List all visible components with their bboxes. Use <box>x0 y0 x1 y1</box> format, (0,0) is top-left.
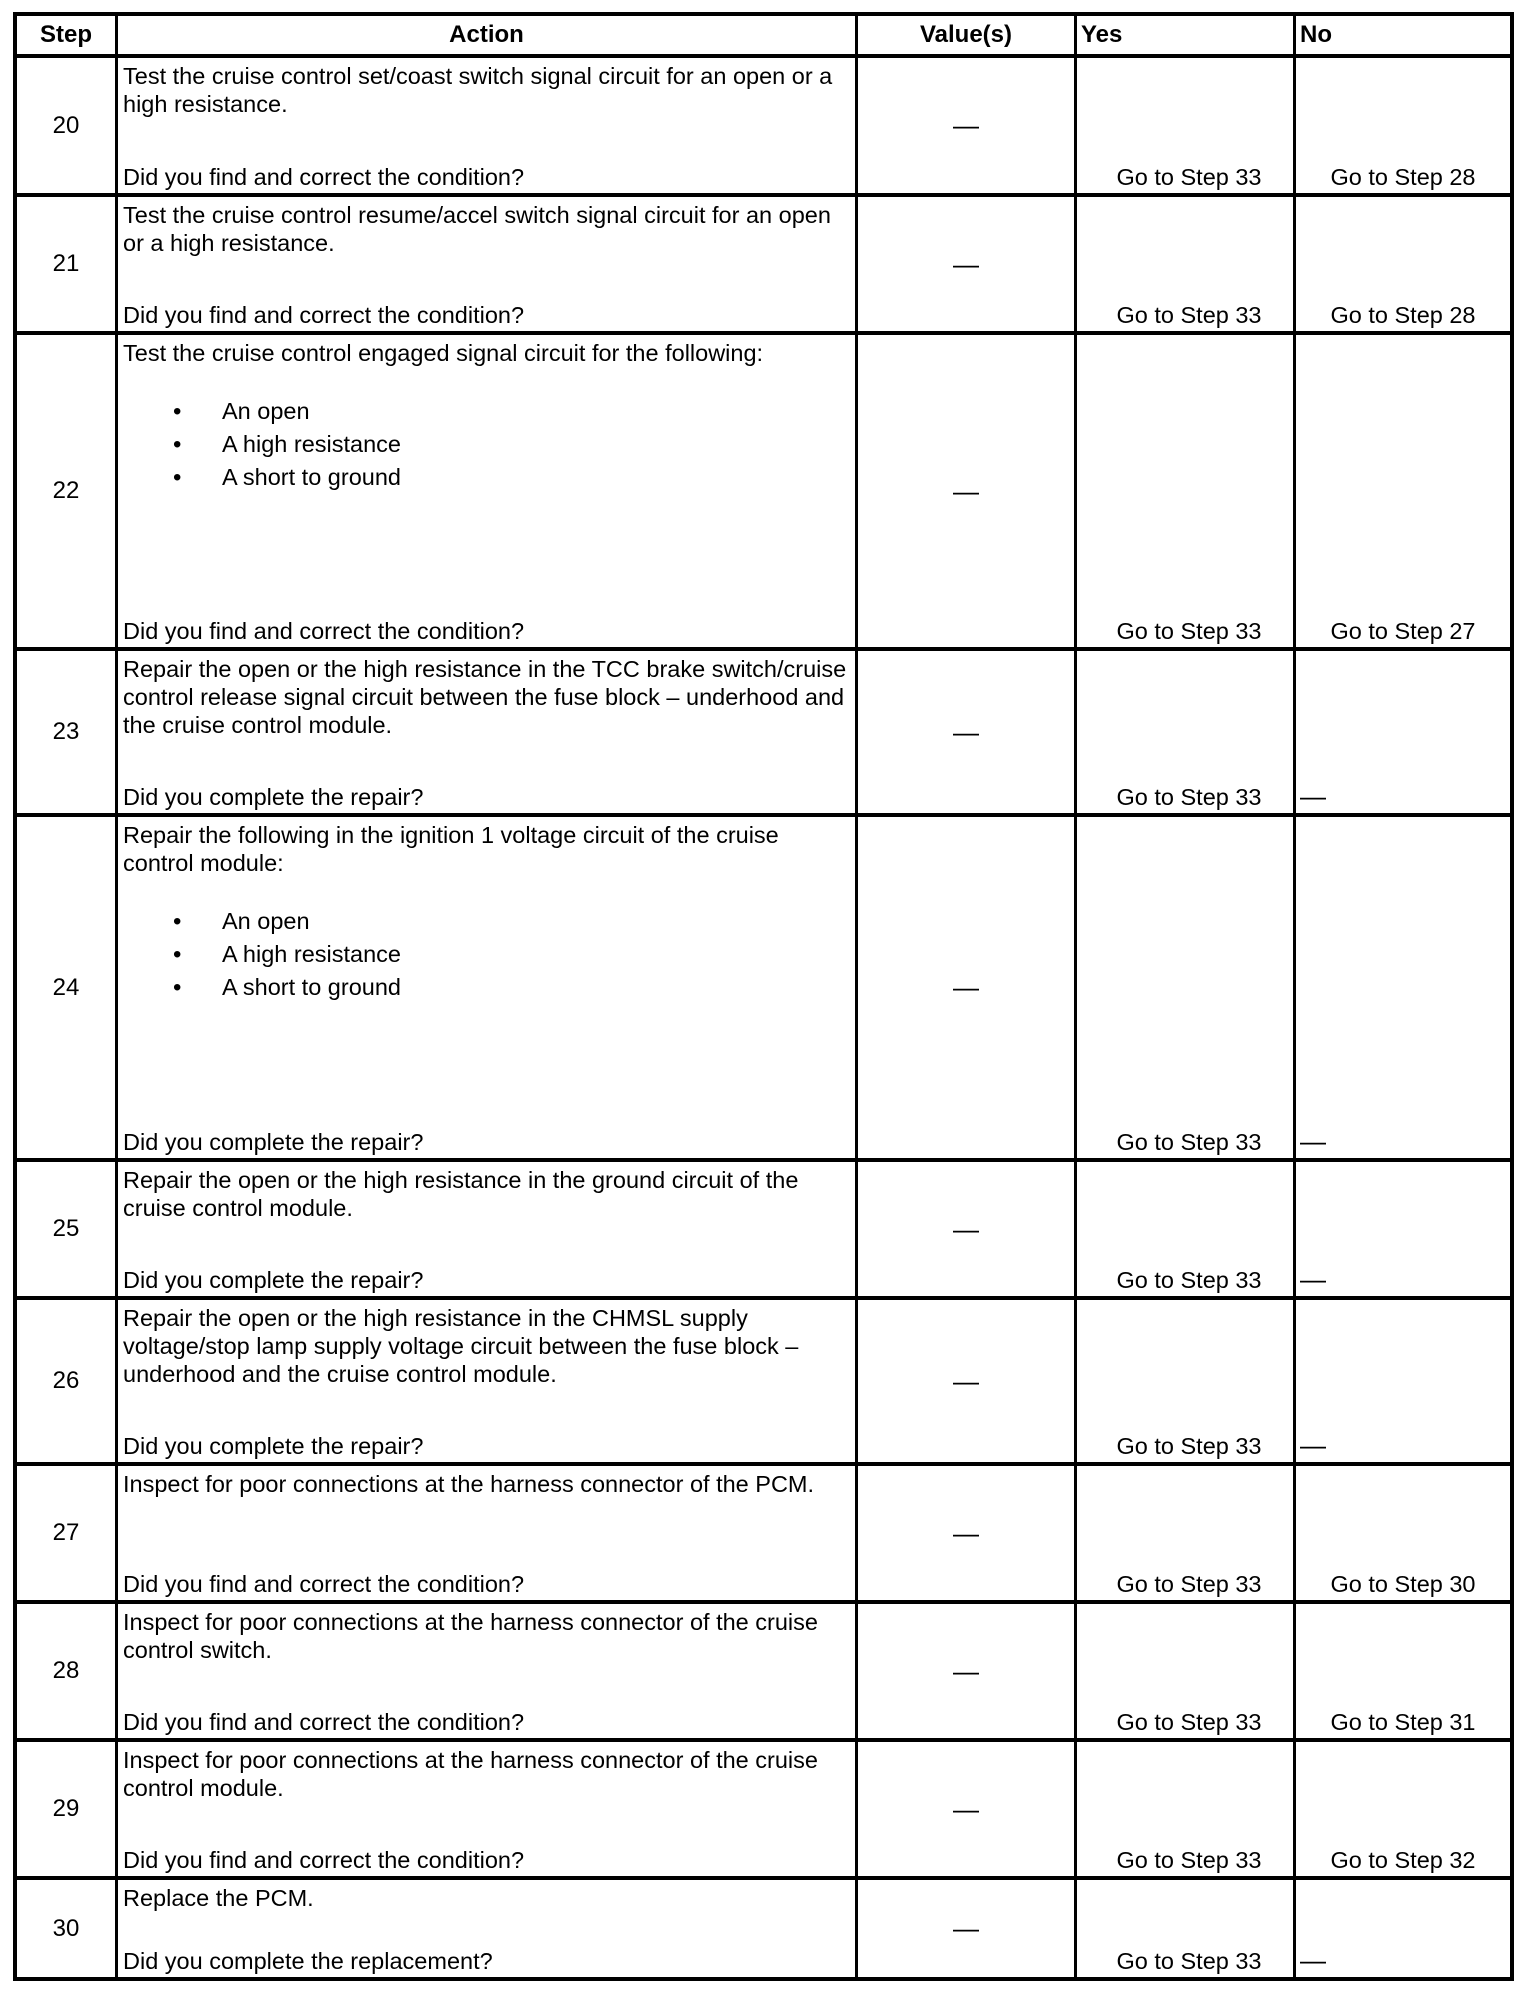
action-question: Did you complete the repair? <box>123 1129 424 1155</box>
table-row <box>17 651 1510 817</box>
action-text: Repair the open or the high resistance in the TCC brake switch/cruise control release signal circuit between the fuse block – underhood and the cruise control module. <box>123 656 847 738</box>
action-text: Repair the open or the high resistance in the ground circuit of the cruise control module. <box>123 1167 799 1221</box>
action-text: Replace the PCM. <box>123 1885 314 1911</box>
yes-link[interactable]: Go to Step 33 <box>1116 164 1262 190</box>
no-link[interactable]: Go to Step 31 <box>1330 1709 1476 1735</box>
table-row <box>17 1880 1510 1977</box>
table-row <box>17 335 1510 651</box>
table-row <box>17 1742 1510 1880</box>
step-number: 26 <box>52 1367 80 1394</box>
step-number: 28 <box>52 1657 80 1684</box>
value-cell: — <box>953 1517 979 1548</box>
diagnostic-table <box>13 12 1514 1981</box>
value-cell: — <box>953 1913 979 1943</box>
value-cell: — <box>953 1655 979 1686</box>
yes-link[interactable]: Go to Step 33 <box>1116 784 1262 810</box>
action-text: Test the cruise control engaged signal circuit for the following: <box>123 340 764 366</box>
table-row <box>17 1300 1510 1466</box>
list-item: • A short to ground <box>123 971 849 1004</box>
yes-link[interactable]: Go to Step 33 <box>1116 618 1262 644</box>
list-item: • A high resistance <box>123 938 849 971</box>
table-row <box>17 1162 1510 1300</box>
value-cell: — <box>953 248 979 279</box>
table-header <box>17 16 1510 58</box>
action-question: Did you complete the replacement? <box>123 1948 493 1974</box>
step-number: 27 <box>52 1519 80 1546</box>
step-number: 22 <box>52 477 80 504</box>
table-row <box>17 197 1510 335</box>
list-item: • An open <box>123 905 849 938</box>
step-number: 30 <box>52 1914 80 1942</box>
no-link[interactable]: Go to Step 27 <box>1330 618 1476 644</box>
value-cell: — <box>953 110 979 140</box>
action-text: Repair the open or the high resistance in the CHMSL supply voltage/stop lamp supply voltage circuit between the fuse block – underhood and the cruise control module. <box>123 1305 799 1387</box>
action-text: Repair the following in the ignition 1 voltage circuit of the cruise control module: <box>123 822 779 876</box>
action-question: Did you find and correct the condition? <box>123 1571 525 1597</box>
step-number: 23 <box>52 718 80 745</box>
value-cell: — <box>953 1213 979 1244</box>
no-link[interactable]: Go to Step 28 <box>1330 164 1476 190</box>
value-cell: — <box>953 1365 979 1396</box>
no-value: — <box>1300 1945 1326 1975</box>
yes-link[interactable]: Go to Step 33 <box>1116 1948 1262 1974</box>
no-link[interactable]: Go to Step 30 <box>1330 1571 1476 1597</box>
value-cell: — <box>953 475 979 506</box>
step-number: 25 <box>52 1215 80 1242</box>
step-number: 21 <box>52 250 80 277</box>
yes-link[interactable]: Go to Step 33 <box>1116 1847 1262 1873</box>
action-question: Did you complete the repair? <box>123 1267 424 1293</box>
action-question: Did you complete the repair? <box>123 1433 424 1459</box>
no-value: — <box>1300 1264 1326 1294</box>
list-item: • A high resistance <box>123 428 849 461</box>
value-cell: — <box>953 716 979 747</box>
yes-link[interactable]: Go to Step 33 <box>1116 1129 1262 1155</box>
step-number: 20 <box>52 111 80 139</box>
value-cell: — <box>953 972 979 1002</box>
step-number: 29 <box>52 1795 80 1822</box>
header-no: No <box>1300 21 1332 48</box>
action-question: Did you complete the repair? <box>123 784 424 810</box>
condition-list <box>123 395 849 494</box>
action-question: Did you find and correct the condition? <box>123 618 525 644</box>
no-value: — <box>1300 781 1326 811</box>
yes-link[interactable]: Go to Step 33 <box>1116 1571 1262 1597</box>
no-value: — <box>1300 1430 1326 1460</box>
yes-link[interactable]: Go to Step 33 <box>1116 1709 1262 1735</box>
no-link[interactable]: Go to Step 28 <box>1330 302 1476 328</box>
list-item: • A short to ground <box>123 461 849 494</box>
header-yes: Yes <box>1081 21 1123 48</box>
action-question: Did you find and correct the condition? <box>123 302 525 328</box>
header-action: Action <box>449 21 524 48</box>
header-values: Value(s) <box>919 21 1013 48</box>
yes-link[interactable]: Go to Step 33 <box>1116 302 1262 328</box>
action-text: Test the cruise control resume/accel switch signal circuit for an open or a high resistance. <box>123 202 831 256</box>
yes-link[interactable]: Go to Step 33 <box>1116 1433 1262 1459</box>
table-row <box>17 1604 1510 1742</box>
value-cell: — <box>953 1793 979 1824</box>
action-text: Inspect for poor connections at the harness connector of the cruise control module. <box>123 1747 818 1801</box>
table-row <box>17 1466 1510 1604</box>
list-item: • An open <box>123 395 849 428</box>
condition-list <box>123 905 849 1004</box>
no-value: — <box>1300 1126 1326 1156</box>
step-number: 24 <box>52 973 80 1001</box>
action-text: Inspect for poor connections at the harness connector of the PCM. <box>123 1471 815 1497</box>
action-text: Test the cruise control set/coast switch signal circuit for an open or a high resistance. <box>123 63 833 117</box>
table-row <box>17 817 1510 1162</box>
action-text: Inspect for poor connections at the harness connector of the cruise control switch. <box>123 1609 818 1663</box>
no-link[interactable]: Go to Step 32 <box>1330 1847 1476 1873</box>
header-step: Step <box>39 21 92 48</box>
action-question: Did you find and correct the condition? <box>123 1847 525 1873</box>
table-row <box>17 58 1510 197</box>
action-question: Did you find and correct the condition? <box>123 1709 525 1735</box>
action-question: Did you find and correct the condition? <box>123 164 525 190</box>
yes-link[interactable]: Go to Step 33 <box>1116 1267 1262 1293</box>
